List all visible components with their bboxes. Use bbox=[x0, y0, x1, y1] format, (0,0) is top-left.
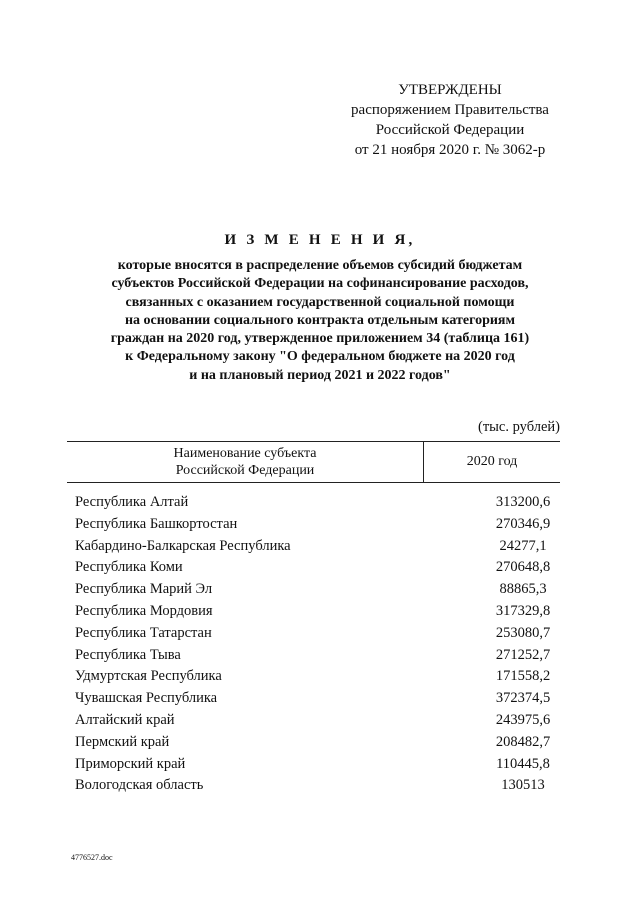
region-name: Удмуртская Республика bbox=[75, 668, 222, 685]
column-header-name-line: Российской Федерации bbox=[175, 463, 315, 478]
table-row bbox=[75, 710, 560, 732]
subsidy-amount: 24277,1 bbox=[499, 537, 547, 554]
table-row bbox=[75, 754, 560, 776]
approval-line: Российской Федерации bbox=[375, 122, 525, 138]
table-row bbox=[75, 645, 560, 667]
subtitle-line: и на плановый период 2021 и 2022 годов" bbox=[189, 367, 451, 383]
region-name: Республика Марий Эл bbox=[75, 581, 213, 598]
subtitle-line: к Федеральному закону "О федеральном бюджете на 2020 год bbox=[125, 349, 515, 365]
table-row bbox=[75, 514, 560, 536]
table-row bbox=[75, 666, 560, 688]
region-name: Приморский край bbox=[75, 755, 186, 772]
subsidy-amount: 171558,2 bbox=[495, 668, 551, 685]
table-row bbox=[75, 492, 560, 514]
subsidy-amount: 110445,8 bbox=[496, 755, 550, 772]
approval-date: от 21 ноября 2020 г. № 3062-р bbox=[354, 142, 546, 158]
column-header-year: 2020 год bbox=[466, 454, 518, 469]
document-title: И З М Е Н Е Н И Я, bbox=[224, 232, 416, 248]
region-name: Республика Коми bbox=[75, 559, 183, 576]
region-name: Республика Татарстан bbox=[75, 624, 212, 641]
table-row bbox=[75, 623, 560, 645]
region-name: Кабардино-Балкарская Республика bbox=[75, 537, 291, 554]
table-row bbox=[75, 601, 560, 623]
subsidy-amount: 317329,8 bbox=[495, 602, 551, 619]
units-label: (тыс. рублей) bbox=[478, 419, 560, 435]
subsidy-amount: 372374,5 bbox=[495, 690, 551, 707]
table-row bbox=[75, 579, 560, 601]
approval-block bbox=[330, 80, 570, 160]
document-subtitle bbox=[30, 257, 610, 385]
region-name: Республика Мордовия bbox=[75, 602, 213, 619]
subsidy-amount: 243975,6 bbox=[495, 711, 551, 728]
approval-heading: УТВЕРЖДЕНЫ bbox=[398, 82, 502, 98]
subsidy-amount: 208482,7 bbox=[495, 733, 551, 750]
column-header-name bbox=[67, 442, 423, 482]
subtitle-line: граждан на 2020 год, утвержденное приложением 34 (таблица 161) bbox=[110, 331, 530, 347]
file-code: 4776527.doc bbox=[71, 853, 113, 862]
subsidy-amount: 270346,9 bbox=[495, 515, 551, 532]
region-name: Алтайский край bbox=[75, 711, 175, 728]
table-row bbox=[75, 732, 560, 754]
subtitle-line: связанных с оказанием государственной социальной помощи bbox=[125, 294, 515, 310]
subsidy-amount: 88865,3 bbox=[499, 581, 547, 598]
region-name: Республика Тыва bbox=[75, 646, 181, 663]
subtitle-line: на основании социального контракта отдельным категориям bbox=[124, 312, 516, 328]
subsidy-amount: 270648,8 bbox=[495, 559, 551, 576]
approval-line: распоряжением Правительства bbox=[351, 102, 549, 118]
table-header bbox=[67, 441, 560, 483]
subtitle-line: субъектов Российской Федерации на софинансирование расходов, bbox=[111, 276, 529, 292]
subsidy-amount: 313200,6 bbox=[495, 494, 551, 510]
table-body bbox=[75, 492, 560, 797]
region-name: Пермский край bbox=[75, 733, 170, 750]
region-name: Чувашская Республика bbox=[75, 690, 218, 707]
subsidy-amount: 253080,7 bbox=[495, 624, 551, 641]
subtitle-line: которые вносятся в распределение объемов субсидий бюджетам bbox=[117, 258, 523, 273]
table-row bbox=[75, 557, 560, 579]
region-name: Республика Алтай bbox=[75, 494, 189, 510]
table-row bbox=[75, 775, 560, 797]
subsidy-amount: 271252,7 bbox=[495, 646, 551, 663]
region-name: Вологодская область bbox=[75, 777, 204, 794]
subsidy-amount: 130513 bbox=[501, 777, 545, 794]
table-row bbox=[75, 688, 560, 710]
region-name: Республика Башкортостан bbox=[75, 515, 238, 532]
table-row bbox=[75, 536, 560, 558]
column-header-name-line: Наименование субъекта bbox=[173, 446, 317, 461]
